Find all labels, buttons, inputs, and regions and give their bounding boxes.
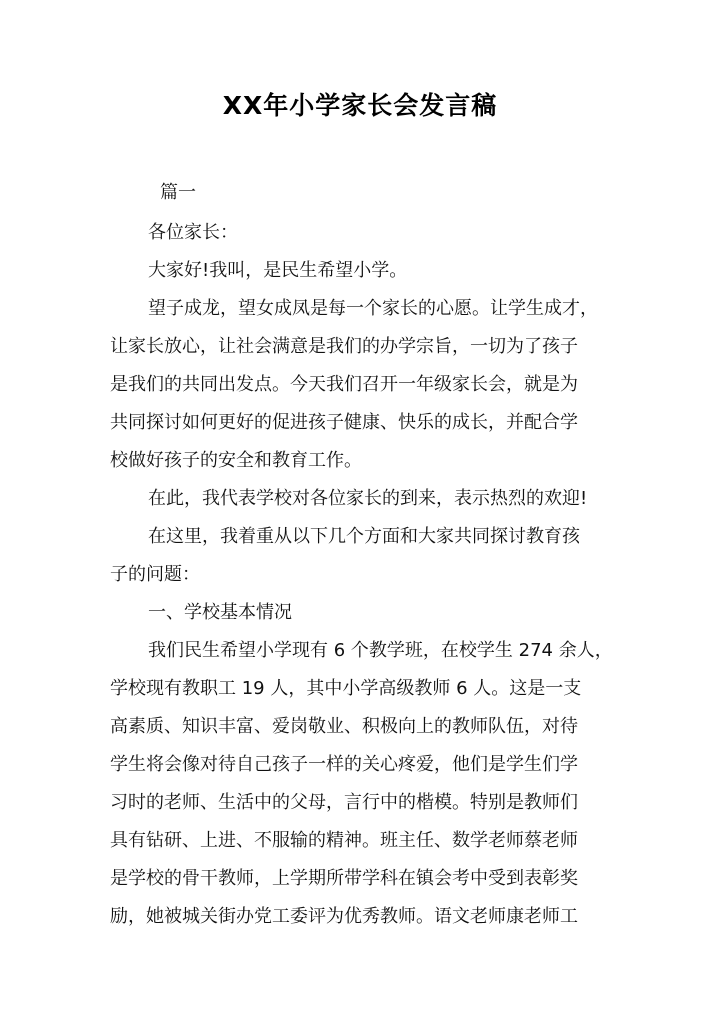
paragraph-line: 共同探讨如何更好的促进孩子健康、快乐的成长，并配合学 [110, 412, 578, 433]
paragraph-line: 在此，我代表学校对各位家长的到来，表示热烈的欢迎! [148, 488, 588, 509]
document-title: XX年小学家长会发言稿 [222, 91, 498, 120]
paragraph-line: 在这里，我着重从以下几个方面和大家共同探讨教育孩 [148, 526, 580, 547]
paragraph-line: 校做好孩子的安全和教育工作。 [110, 450, 362, 471]
paragraph-line: 具有钻研、上进、不服输的精神。班主任、数学老师蔡老师 [110, 830, 578, 851]
paragraph-line: 让家长放心，让社会满意是我们的办学宗旨，一切为了孩子 [110, 336, 578, 357]
paragraph-line: 一、学校基本情况 [148, 602, 292, 623]
paragraph-line: 习时的老师、生活中的父母，言行中的楷模。特别是教师们 [110, 792, 578, 813]
paragraph-line: 学校现有教职工 19 人，其中小学高级教师 6 人。这是一支 [110, 678, 582, 699]
paragraph-line: 是我们的共同出发点。今天我们召开一年级家长会，就是为 [110, 374, 578, 395]
paragraph-line: 是学校的骨干教师，上学期所带学科在镇会考中受到表彰奖 [110, 868, 578, 889]
paragraph-line: 各位家长： [148, 222, 238, 243]
paragraph-line: 望子成龙，望女成凤是每一个家长的心愿。让学生成才， [148, 298, 598, 319]
paragraph-line: 大家好!我叫，是民生希望小学。 [148, 260, 408, 281]
paragraph-line: 高素质、知识丰富、爱岗敬业、积极向上的教师队伍，对待 [110, 716, 578, 737]
paragraph-line: 励，她被城关街办党工委评为优秀教师。语文老师康老师工 [110, 906, 578, 927]
paragraph-line: 子的问题： [110, 564, 200, 585]
paragraph-line: 学生将会像对待自己孩子一样的关心疼爱，他们是学生们学 [110, 754, 578, 775]
paragraph-line: 我们民生希望小学现有 6 个教学班，在校学生 274 余人， [148, 640, 613, 661]
section-label: 篇一 [160, 182, 196, 203]
